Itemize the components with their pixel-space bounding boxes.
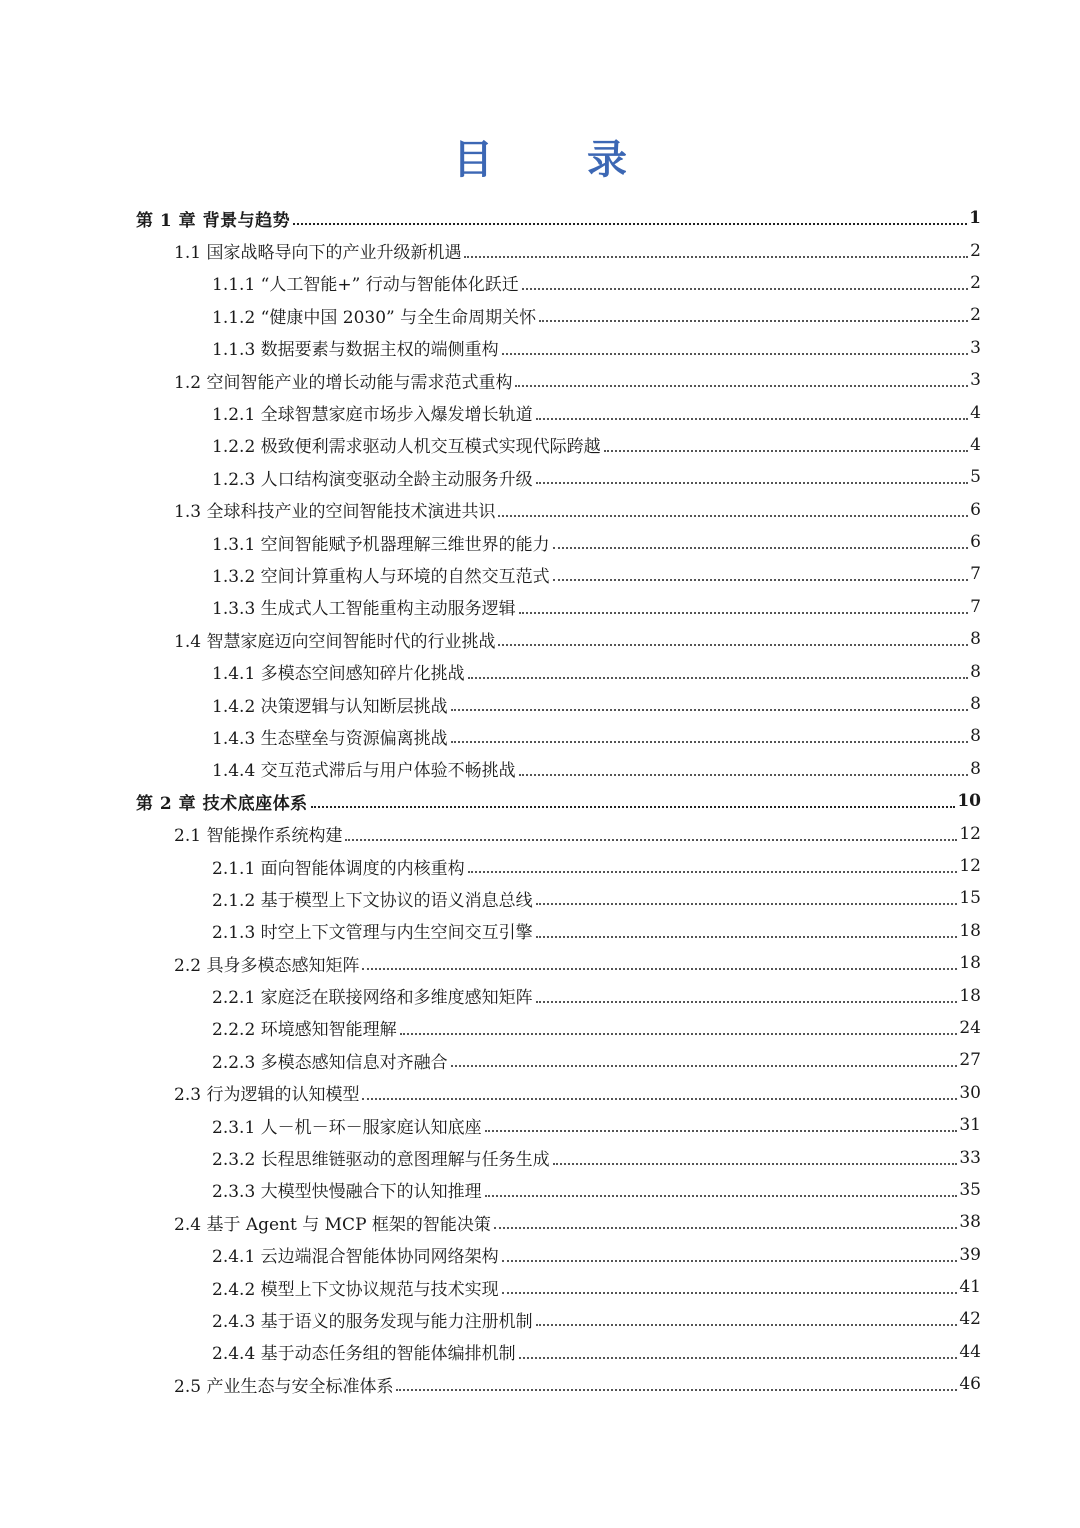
- toc-entry-label: 2.3 行为逻辑的认知模型: [174, 1085, 360, 1106]
- toc-entry-page-number: [970, 759, 982, 779]
- page-number-text: 2: [970, 240, 981, 261]
- toc-entry-page-number: [970, 532, 982, 552]
- toc-entry-label: 2.4 基于 Agent 与 MCP 框架的智能决策: [174, 1214, 491, 1235]
- toc-entry-label: 1.1 国家战略导向下的产业升级新机遇: [174, 243, 462, 264]
- toc-entry-page-number: [959, 1115, 982, 1135]
- page-number-text: 44: [959, 1341, 981, 1362]
- dot-leader: [536, 1324, 958, 1326]
- dot-leader: [536, 936, 958, 938]
- page-number-text: 6: [970, 532, 981, 553]
- dot-leader: [519, 1357, 958, 1359]
- toc-entry-page-number: [959, 1245, 982, 1265]
- toc-entry-page-number: [970, 435, 982, 455]
- toc-entry-label: 1.4.4 交互范式滞后与用户体验不畅挑战: [212, 761, 516, 782]
- dot-leader: [522, 288, 968, 290]
- toc-entry-page-number: [969, 208, 982, 228]
- dot-leader: [451, 1065, 958, 1067]
- toc-entry[interactable]: [0, 1012, 1080, 1044]
- toc-entry[interactable]: [0, 429, 1080, 461]
- page-number-text: 3: [970, 337, 981, 358]
- toc-entry-label: 2.1 智能操作系统构建: [174, 826, 343, 847]
- toc-entry-page-number: [959, 921, 982, 941]
- toc-entry[interactable]: [0, 1368, 1080, 1400]
- page-number-text: 27: [959, 1050, 981, 1071]
- dot-leader: [553, 579, 969, 581]
- dot-leader: [553, 547, 969, 549]
- toc-entry-page-number: [959, 856, 982, 876]
- page-number-text: 39: [959, 1244, 981, 1265]
- dot-leader: [519, 612, 969, 614]
- toc-entry-page-number: [970, 500, 982, 520]
- toc-entry-page-number: [970, 467, 982, 487]
- toc-entry-label: 1.1.1 “人工智能+” 行动与智能体化跃迁: [212, 275, 519, 296]
- toc-entry[interactable]: [0, 461, 1080, 493]
- dot-leader: [293, 223, 967, 225]
- toc-entry[interactable]: [0, 396, 1080, 428]
- dot-leader: [515, 385, 968, 387]
- toc-entry[interactable]: [0, 688, 1080, 720]
- table-of-contents: [0, 202, 1080, 1400]
- toc-entry[interactable]: [0, 655, 1080, 687]
- dot-leader: [536, 482, 969, 484]
- page-number-text: 38: [959, 1212, 981, 1233]
- dot-leader: [400, 1033, 958, 1035]
- page-number-text: 33: [959, 1147, 981, 1168]
- page-number-text: 10: [957, 791, 981, 812]
- page-number-text: 6: [970, 499, 981, 520]
- toc-entry-label: 第 1 章 背景与趋势: [136, 210, 291, 231]
- page-number-text: 35: [959, 1179, 981, 1200]
- dot-leader: [451, 741, 969, 743]
- toc-entry-page-number: [959, 888, 982, 908]
- page-number-text: 3: [970, 370, 981, 391]
- dot-leader: [536, 1001, 958, 1003]
- page-number-text: 1: [969, 208, 981, 229]
- toc-entry[interactable]: [0, 947, 1080, 979]
- toc-entry-page-number: [970, 305, 982, 325]
- toc-entry-page-number: [970, 564, 982, 584]
- toc-entry-page-number: [970, 629, 982, 649]
- dot-leader: [485, 1195, 958, 1197]
- toc-entry-page-number: [959, 1180, 982, 1200]
- toc-entry-label: 1.3.3 生成式人工智能重构主动服务逻辑: [212, 599, 516, 620]
- toc-entry-label: 1.4.3 生态壁垒与资源偏离挑战: [212, 728, 448, 749]
- toc-entry-label: 2.3.2 长程思维链驱动的意图理解与任务生成: [212, 1150, 550, 1171]
- page-number-text: 18: [959, 920, 981, 941]
- toc-entry-label: 1.4 智慧家庭迈向空间智能时代的行业挑战: [174, 631, 496, 652]
- dot-leader: [396, 1389, 957, 1391]
- toc-entry[interactable]: [0, 1336, 1080, 1368]
- dot-leader: [536, 418, 969, 420]
- toc-entry-label: 2.2.2 环境感知智能理解: [212, 1020, 397, 1041]
- toc-entry-page-number: [959, 986, 982, 1006]
- toc-entry[interactable]: [0, 494, 1080, 526]
- toc-entry-page-number: [970, 370, 982, 390]
- toc-entry[interactable]: [0, 1109, 1080, 1141]
- toc-entry-label: 2.4.2 模型上下文协议规范与技术实现: [212, 1279, 499, 1300]
- dot-leader: [498, 644, 968, 646]
- page-number-text: 12: [959, 823, 981, 844]
- toc-entry-label: 1.2 空间智能产业的增长动能与需求范式重构: [174, 372, 513, 393]
- toc-entry[interactable]: [0, 1141, 1080, 1173]
- toc-entry-label: 2.1.3 时空上下文管理与内生空间交互引擎: [212, 923, 533, 944]
- toc-entry-label: 2.5 产业生态与安全标准体系: [174, 1376, 394, 1397]
- toc-entry[interactable]: [0, 558, 1080, 590]
- toc-entry-page-number: [959, 1342, 982, 1362]
- toc-entry[interactable]: [0, 1303, 1080, 1335]
- toc-entry[interactable]: [0, 882, 1080, 914]
- page-number-text: 4: [970, 434, 981, 455]
- toc-entry-label: 1.4.2 决策逻辑与认知断层挑战: [212, 696, 448, 717]
- toc-entry[interactable]: [0, 1206, 1080, 1238]
- toc-entry[interactable]: [0, 785, 1080, 817]
- dot-leader: [539, 320, 968, 322]
- toc-entry[interactable]: [0, 720, 1080, 752]
- page-number-text: 46: [959, 1374, 981, 1395]
- toc-entry-label: 2.4.4 基于动态任务组的智能体编排机制: [212, 1344, 516, 1365]
- dot-leader: [498, 515, 968, 517]
- toc-entry-page-number: [959, 1212, 982, 1232]
- toc-entry-label: 1.2.3 人口结构演变驱动全龄主动服务升级: [212, 469, 533, 490]
- dot-leader: [362, 1098, 957, 1100]
- toc-entry-page-number: [959, 953, 982, 973]
- dot-leader: [494, 1227, 957, 1229]
- toc-entry-label: 2.2 具身多模态感知矩阵: [174, 955, 360, 976]
- toc-entry-page-number: [959, 1148, 982, 1168]
- dot-leader: [502, 1260, 958, 1262]
- toc-entry-page-number: [959, 1277, 982, 1297]
- page-number-text: 18: [959, 985, 981, 1006]
- dot-leader: [536, 903, 958, 905]
- toc-entry[interactable]: [0, 526, 1080, 558]
- toc-entry-label: 1.3.2 空间计算重构人与环境的自然交互范式: [212, 566, 550, 587]
- page-title: 目 录: [453, 137, 667, 183]
- page-number-text: 24: [959, 1017, 981, 1038]
- page-number-text: 8: [970, 661, 981, 682]
- toc-entry-page-number: [957, 791, 982, 811]
- dot-leader: [451, 709, 969, 711]
- page-number-text: 12: [959, 856, 981, 876]
- dot-leader: [464, 256, 968, 258]
- toc-entry[interactable]: [0, 623, 1080, 655]
- dot-leader: [502, 353, 969, 355]
- toc-entry-page-number: [970, 662, 982, 682]
- toc-entry-label: 2.4.1 云边端混合智能体协同网络架构: [212, 1247, 499, 1268]
- dot-leader: [604, 450, 969, 452]
- page-number-text: 30: [959, 1082, 981, 1103]
- toc-entry-page-number: [970, 403, 982, 423]
- toc-entry-label: 第 2 章 技术底座体系: [136, 793, 308, 814]
- toc-entry-label: 1.4.1 多模态空间感知碎片化挑战: [212, 664, 465, 685]
- page-number-text: 42: [959, 1309, 981, 1330]
- page-number-text: 5: [970, 467, 981, 488]
- toc-entry[interactable]: [0, 1077, 1080, 1109]
- toc-entry-label: 1.3.1 空间智能赋予机器理解三维世界的能力: [212, 534, 550, 555]
- toc-entry[interactable]: [0, 1271, 1080, 1303]
- page-number-text: 2: [970, 272, 981, 293]
- dot-leader: [468, 871, 958, 873]
- toc-entry-label: 2.2.1 家庭泛在联接网络和多维度感知矩阵: [212, 988, 533, 1009]
- toc-entry-page-number: [959, 1018, 982, 1038]
- page-number-text: 7: [970, 564, 981, 585]
- toc-entry-label: 1.1.2 “健康中国 2030” 与全生命周期关怀: [212, 307, 537, 328]
- toc-entry-page-number: [959, 1083, 982, 1103]
- dot-leader: [519, 774, 969, 776]
- page-number-text: 41: [959, 1277, 981, 1298]
- toc-entry-page-number: [970, 241, 982, 261]
- toc-entry-page-number: [970, 726, 982, 746]
- toc-entry-page-number: [959, 1374, 982, 1394]
- toc-entry[interactable]: [0, 817, 1080, 849]
- toc-entry[interactable]: [0, 364, 1080, 396]
- page-number-text: 31: [959, 1115, 981, 1136]
- toc-entry[interactable]: [0, 267, 1080, 299]
- page-number-text: 4: [970, 402, 981, 423]
- toc-entry-page-number: [970, 597, 982, 617]
- page-number-text: 8: [970, 758, 981, 779]
- toc-entry-label: 1.2.1 全球智慧家庭市场步入爆发增长轨道: [212, 405, 533, 426]
- dot-leader: [502, 1292, 958, 1294]
- page-number-text: 8: [970, 694, 981, 715]
- toc-entry-page-number: [970, 694, 982, 714]
- toc-entry[interactable]: [0, 850, 1080, 882]
- toc-entry-label: 2.3.3 大模型快慢融合下的认知推理: [212, 1182, 482, 1203]
- dot-leader: [485, 1130, 958, 1132]
- toc-entry-label: 1.1.3 数据要素与数据主权的端侧重构: [212, 340, 499, 361]
- toc-entry[interactable]: [0, 1174, 1080, 1206]
- toc-entry[interactable]: [0, 332, 1080, 364]
- toc-entry-page-number: [970, 338, 982, 358]
- page-number-text: 18: [959, 953, 981, 974]
- toc-entry[interactable]: [0, 915, 1080, 947]
- toc-entry-label: 2.1.1 面向智能体调度的内核重构: [212, 858, 465, 879]
- toc-entry[interactable]: [0, 1044, 1080, 1076]
- toc-entry[interactable]: [0, 591, 1080, 623]
- dot-leader: [362, 968, 957, 970]
- toc-entry-label: 2.2.3 多模态感知信息对齐融合: [212, 1052, 448, 1073]
- dot-leader: [345, 839, 957, 841]
- toc-entry-label: 2.3.1 人－机－环－服家庭认知底座: [212, 1117, 482, 1138]
- page-number-text: 7: [970, 596, 981, 617]
- toc-entry-page-number: [959, 1309, 982, 1329]
- toc-entry[interactable]: [0, 299, 1080, 331]
- page-number-text: 8: [970, 629, 981, 650]
- toc-entry[interactable]: [0, 234, 1080, 266]
- dot-leader: [311, 806, 956, 808]
- toc-entry-label: 1.3 全球科技产业的空间智能技术演进共识: [174, 502, 496, 523]
- page-number-text: 15: [959, 888, 981, 909]
- page-number-text: 2: [970, 305, 981, 326]
- toc-entry[interactable]: [0, 753, 1080, 785]
- dot-leader: [553, 1163, 958, 1165]
- toc-entry-label: 1.2.2 极致便利需求驱动人机交互模式实现代际跨越: [212, 437, 601, 458]
- toc-entry[interactable]: [0, 979, 1080, 1011]
- toc-entry-label: 2.1.2 基于模型上下文协议的语义消息总线: [212, 890, 533, 911]
- page-number-text: 8: [970, 726, 981, 747]
- toc-entry-page-number: [959, 824, 982, 844]
- dot-leader: [468, 677, 969, 679]
- toc-entry[interactable]: [0, 1239, 1080, 1271]
- toc-entry-label: 2.4.3 基于语义的服务发现与能力注册机制: [212, 1311, 533, 1332]
- toc-entry[interactable]: [0, 202, 1080, 234]
- toc-entry-page-number: [959, 1050, 982, 1070]
- toc-entry-page-number: [970, 273, 982, 293]
